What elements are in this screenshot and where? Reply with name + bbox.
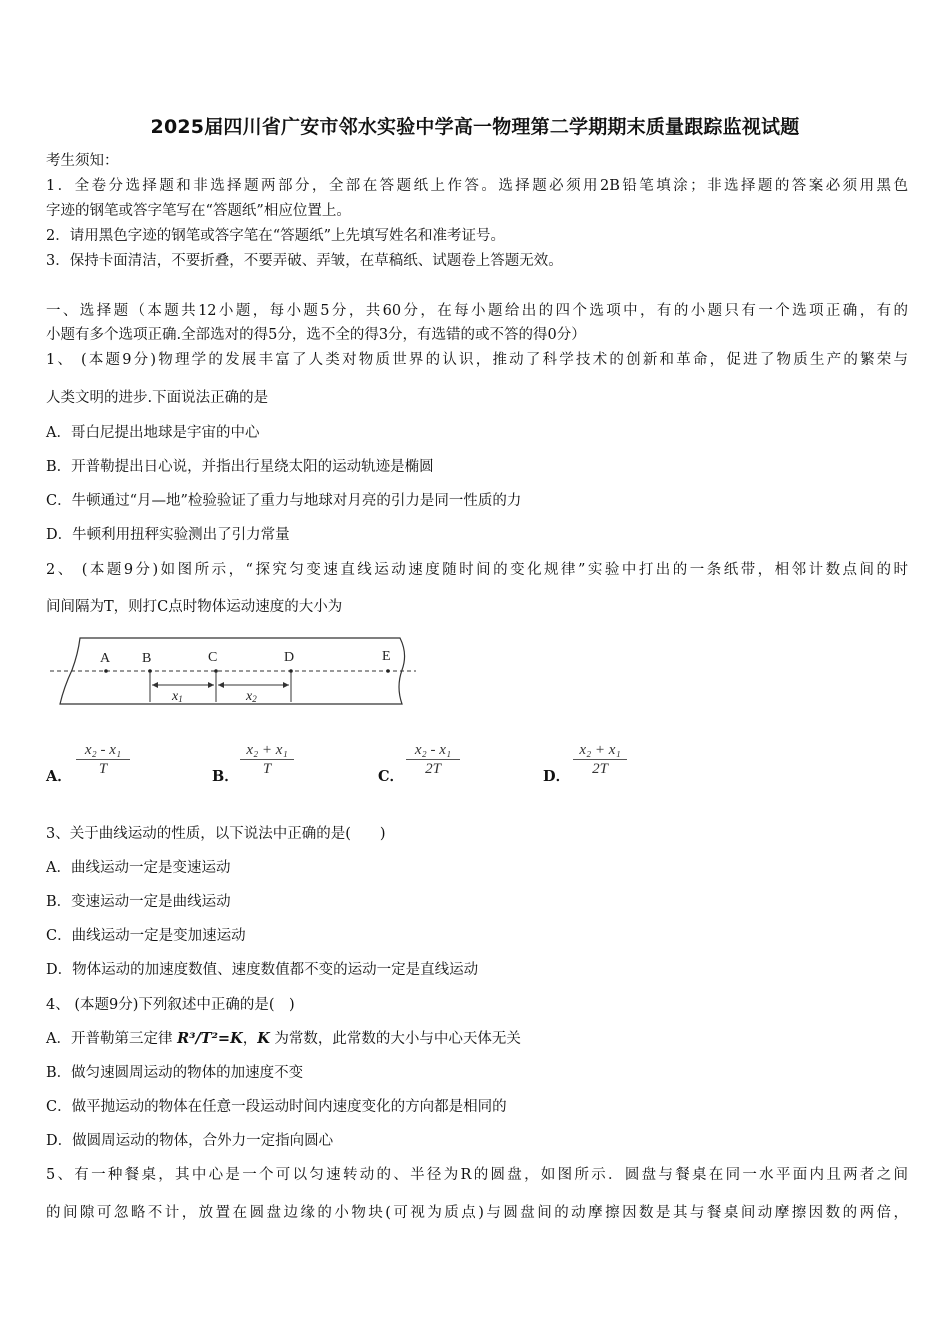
label-e: E	[382, 649, 391, 664]
q1-option-a: A．哥白尼提出地球是宇宙的中心	[46, 425, 260, 441]
point-e	[386, 669, 390, 673]
paper-tape-figure	[50, 632, 430, 712]
notice-item-1-line-2: 字迹的钢笔或答字笔写在“答题纸”相应位置上。	[46, 203, 351, 219]
q4-option-d: D．做圆周运动的物体，合外力一定指向圆心	[46, 1133, 334, 1149]
q2-stem-line-1: 2、 (本题9分)如图所示，“探究匀变速直线运动速度随时间的变化规律”实验中打出的一条纸带，相邻计数点间的时	[46, 562, 908, 578]
q1-stem-line-2: 人类文明的进步.下面说法正确的是	[46, 390, 269, 406]
label-d: D	[284, 650, 295, 665]
q3-option-d: D．物体运动的加速度数值、速度数值都不变的运动一定是直线运动	[46, 962, 479, 978]
q2-option-a-label: A．	[46, 768, 72, 785]
q5-stem-line-2: 的间隙可忽略不计，放置在圆盘边缘的小物块(可视为质点)与圆盘间的动摩擦因数是其与餐桌间动摩擦因数的两倍，	[46, 1205, 908, 1221]
q2-option-b-label: B．	[212, 768, 239, 785]
notice-item-1-line-1: 1．全卷分选择题和非选择题两部分，全部在答题纸上作答。选择题必须用2B铅笔填涂；非选择题的答案必须用黑色	[46, 178, 908, 194]
q3-option-c: C．曲线运动一定是变加速运动	[46, 928, 246, 944]
page-title: 2025届四川省广安市邻水实验中学高一物理第二学期期末质量跟踪监视试题	[150, 116, 800, 138]
q2-option-c-label: C．	[378, 768, 405, 785]
q5-stem-line-1: 5、有一种餐桌，其中心是一个可以匀速转动的、半径为R的圆盘，如图所示．圆盘与餐桌在同一水平面内且两者之间	[46, 1167, 908, 1183]
q2-option-d-formula: $\frac{\text{x₂ + x₁}}{2T}$	[573, 741, 627, 778]
q2-stem-line-2: 间间隔为T，则打C点时物体运动速度的大小为	[46, 599, 343, 615]
notice-item-2: 2．请用黑色字迹的钢笔或答字笔在“答题纸”上先填写姓名和准考证号。	[46, 228, 506, 244]
q2-option-c-formula: $\frac{\text{x₂ - x₁}}{2T}$	[406, 741, 460, 778]
q3-stem: 3、关于曲线运动的性质，以下说法中正确的是( )	[46, 826, 386, 842]
notice-item-3: 3．保持卡面清洁，不要折叠，不要弄破、弄皱，在草稿纸、试题卷上答题无效。	[46, 253, 563, 269]
x1-label: x1	[172, 689, 183, 704]
q2-option-b-formula: $\frac{\text{x₂ + x₁}}{T}$	[240, 741, 294, 778]
q3-option-b: B．变速运动一定是曲线运动	[46, 894, 231, 910]
q2-option-a-formula: $\frac{\text{x₂ - x₁}}{T}$	[76, 741, 130, 778]
label-b: B	[142, 651, 152, 666]
q1-stem-line-1: 1、 (本题9分)物理学的发展丰富了人类对物质世界的认识，推动了科学技术的创新和革命，促进了物质生产的繁荣与	[46, 352, 908, 368]
point-a	[104, 669, 108, 673]
q4-option-a: A．开普勒第三定律 R³/T²=K，K 为常数，此常数的大小与中心天体无关	[46, 1030, 521, 1047]
q4-stem: 4、 (本题9分)下列叙述中正确的是( )	[46, 997, 295, 1013]
section-heading-line-2: 小题有多个选项正确.全部选对的得5分，选不全的得3分，有选错的或不答的得0分）	[46, 327, 586, 343]
notice-heading: 考生须知：	[46, 153, 119, 169]
section-heading-line-1: 一、选择题（本题共12小题，每小题5分，共60分，在每小题给出的四个选项中，有的小题只有一个选项正确，有的	[46, 303, 908, 319]
label-a: A	[100, 651, 111, 666]
q1-option-d: D．牛顿利用扭秤实验测出了引力常量	[46, 527, 290, 543]
label-c: C	[208, 650, 218, 665]
q1-option-c: C．牛顿通过“月—地”检验验证了重力与地球对月亮的引力是同一性质的力	[46, 493, 522, 509]
q3-option-a: A．曲线运动一定是变速运动	[46, 860, 231, 876]
q1-option-b: B．开普勒提出日心说，并指出行星绕太阳的运动轨迹是椭圆	[46, 459, 434, 475]
q4-option-b: B．做匀速圆周运动的物体的加速度不变	[46, 1065, 304, 1081]
x2-label: x2	[246, 689, 257, 704]
q2-option-d-label: D．	[543, 768, 571, 785]
q4-option-c: C．做平抛运动的物体在任意一段运动时间内速度变化的方向都是相同的	[46, 1099, 507, 1115]
